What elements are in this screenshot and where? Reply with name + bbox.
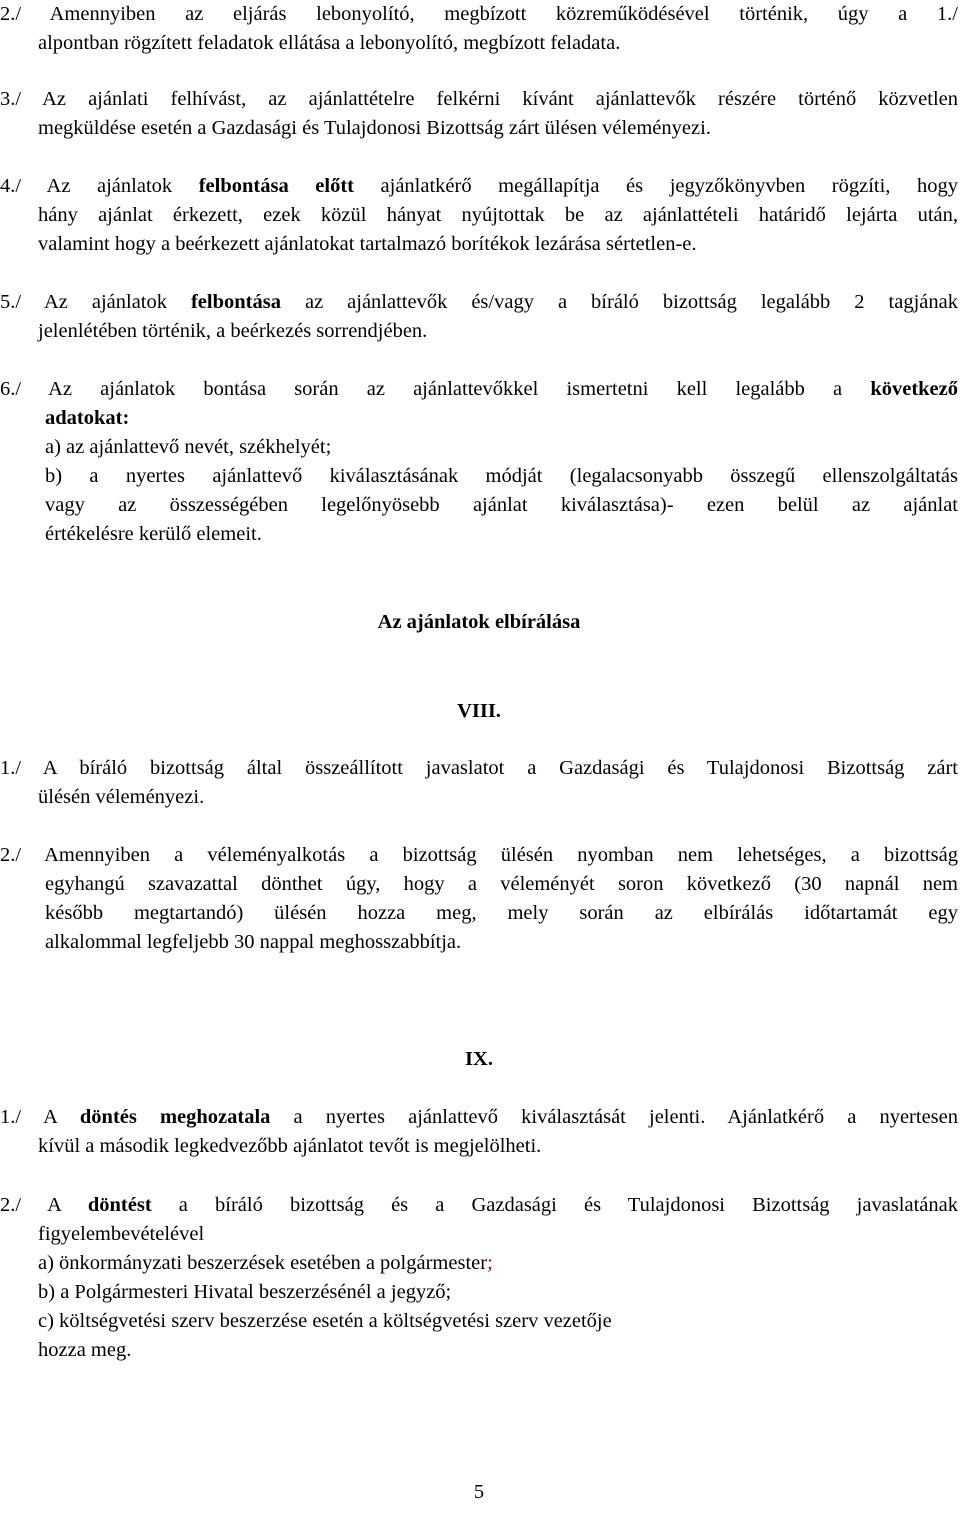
paragraph-number: 5./ <box>0 291 22 313</box>
paragraph-line: egyhangú szavazattal dönthet úgy, hogy a véleményét soron következő (30 napnál nem <box>45 873 958 895</box>
paragraph-number: 1./ <box>0 1106 22 1128</box>
paragraph-line: hozza meg. <box>38 1339 132 1361</box>
paragraph-text: Az ajánlati felhívást, az ajánlattételre felkérni kívánt ajánlattevők részére történő közvetlen <box>42 88 958 110</box>
paragraph-line: kívül a második legkedvezőbb ajánlatot tevőt is megjelölheti. <box>38 1135 542 1157</box>
paragraph-line: alpontban rögzített feladatok ellátása a lebonyolító, megbízott feladata. <box>38 32 621 54</box>
paragraph-line <box>0 375 958 404</box>
section-number-ix: IX. <box>465 1048 493 1070</box>
paragraph-line <box>0 288 958 317</box>
list-item: c) költségvetési szerv beszerzése esetén a költségvetési szerv vezetője <box>38 1310 612 1332</box>
paragraph-9-2 <box>0 1191 958 1365</box>
paragraph-number: 4./ <box>0 175 22 197</box>
list-item: a) az ajánlattevő nevét, székhelyét; <box>45 436 332 458</box>
paragraph-text: A bíráló bizottság által összeállított javaslatot a Gazdasági és Tulajdonosi Bizottság zárt <box>42 757 958 779</box>
paragraph-number: 2./ <box>0 844 22 866</box>
paragraph-line: jelenlétében történik, a beérkezés sorrendjében. <box>38 320 428 342</box>
bold-term: döntés meghozatala <box>79 1106 271 1128</box>
paragraph-number: 1./ <box>0 757 22 779</box>
paragraph-line: figyelembevételével <box>38 1223 205 1245</box>
paragraph-line <box>0 0 958 29</box>
paragraph-line <box>0 1103 958 1132</box>
paragraph-line: hány ajánlat érkezett, ezek közül hányat nyújtottak be az ajánlattételi határidő lejárta után, <box>38 204 958 226</box>
list-item: b) a nyertes ajánlattevő kiválasztásának módját (legalacsonyabb összegű ellenszolgáltatás <box>45 465 958 487</box>
paragraph-number: 3./ <box>0 88 22 110</box>
paragraph-number: 6./ <box>0 378 22 400</box>
paragraph-line <box>0 85 958 114</box>
list-item-continuation: vagy az összességében legelőnyösebb ajánlat kiválasztása)- ezen belül az ajánlat <box>45 494 958 516</box>
bold-term: következő <box>870 378 958 400</box>
paragraph-line <box>0 172 958 201</box>
bold-term: adatokat: <box>45 407 130 429</box>
paragraph-line: megküldése esetén a Gazdasági és Tulajdonosi Bizottság zárt ülésen véleményezi. <box>38 117 711 139</box>
list-item-text: a) önkormányzati beszerzések esetében a polgármester <box>38 1252 488 1274</box>
paragraph-text: a bíráló bizottság és a Gazdasági és Tulajdonosi Bizottság javaslatának <box>151 1194 958 1216</box>
paragraph-9-1 <box>0 1103 958 1161</box>
paragraph-8-2 <box>0 841 958 957</box>
paragraph-text: ajánlatkérő megállapítja és jegyzőkönyvben rögzíti, hogy <box>353 175 958 197</box>
paragraph-line <box>0 754 958 783</box>
paragraph-line: alkalommal legfeljebb 30 nappal meghosszabbítja. <box>45 931 462 953</box>
paragraph-7-5 <box>0 288 958 346</box>
paragraph-7-2 <box>0 0 958 58</box>
paragraph-7-4 <box>0 172 958 259</box>
paragraph-text: az ajánlattevők és/vagy a bíráló bizottság legalább 2 tagjának <box>280 291 958 313</box>
paragraph-text: Az ajánlatok <box>43 291 191 313</box>
paragraph-7-3 <box>0 85 958 143</box>
paragraph-text: A <box>47 1194 88 1216</box>
bold-term: felbontása <box>190 291 281 313</box>
paragraph-7-6 <box>0 375 958 549</box>
section-title: Az ajánlatok elbírálása <box>377 611 581 633</box>
paragraph-text: Amennyiben az eljárás lebonyolító, megbízott közreműködésével történik, úgy a 1./ <box>49 3 958 25</box>
list-item-continuation: értékelésre kerülő elemeit. <box>45 523 262 545</box>
paragraph-text: a nyertes ajánlattevő kiválasztását jelenti. Ajánlatkérő a nyertesen <box>270 1106 959 1128</box>
paragraph-line: ülésén véleményezi. <box>38 786 205 808</box>
paragraph-number: 2./ <box>0 3 22 25</box>
bold-term: felbontása előtt <box>198 175 354 197</box>
list-item: b) a Polgármesteri Hivatal beszerzésénél a jegyző; <box>38 1281 452 1303</box>
paragraph-line <box>0 841 958 870</box>
paragraph-line: később megtartandó) ülésén hozza meg, mely során az elbírálás időtartamát egy <box>45 902 958 924</box>
paragraph-text: Az ajánlatok <box>46 175 199 197</box>
section-number-viii: VIII. <box>457 700 501 722</box>
paragraph-8-1 <box>0 754 958 812</box>
paragraph-text: Amennyiben a véleményalkotás a bizottság ülésén nyomban nem lehetséges, a bizottság <box>44 844 958 866</box>
red-semicolon: ; <box>487 1252 493 1274</box>
paragraph-text: Az ajánlatok bontása során az ajánlattevőkkel ismertetni kell legalább a <box>48 378 843 400</box>
paragraph-text: A <box>43 1106 80 1128</box>
list-item <box>0 1249 958 1278</box>
bold-term: döntést <box>87 1194 152 1216</box>
page-number: 5 <box>473 1481 485 1503</box>
paragraph-number: 2./ <box>0 1194 22 1216</box>
paragraph-line <box>0 1191 958 1220</box>
paragraph-line: valamint hogy a beérkezett ajánlatokat tartalmazó borítékok lezárása sértetlen-e. <box>38 233 697 255</box>
